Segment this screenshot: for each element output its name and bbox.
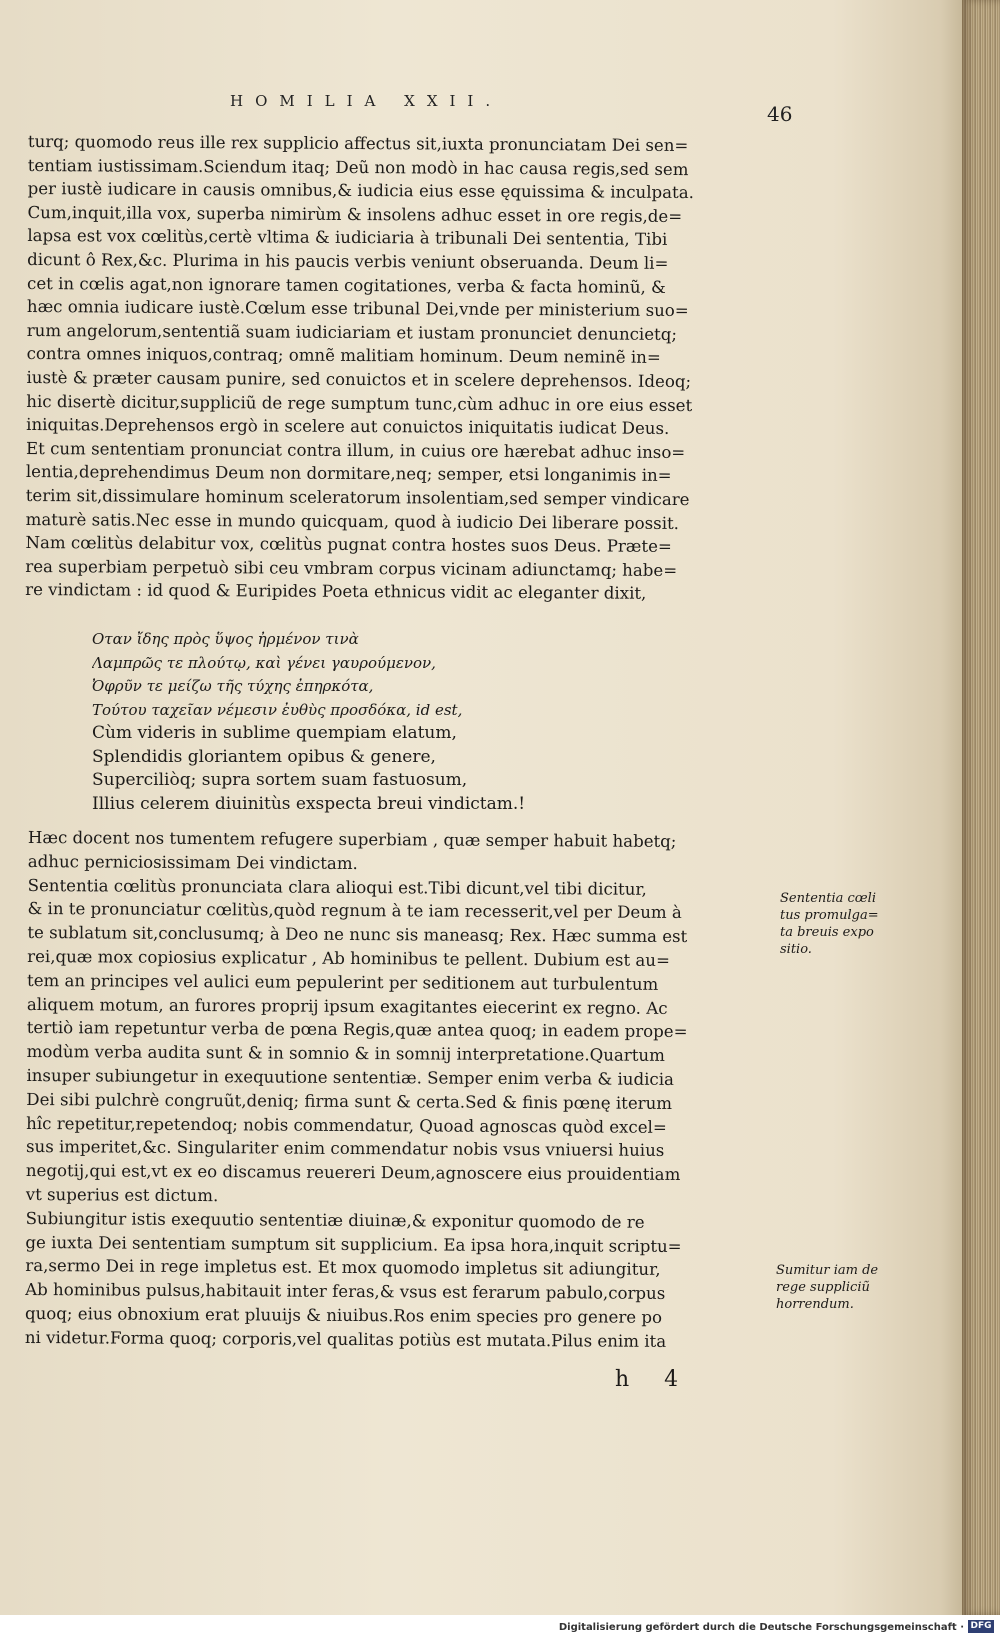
text-line: tertiò iam repetuntur verba de pœna Regis,quæ antea quoq; in eadem prope= bbox=[26, 1018, 688, 1042]
margin-note-line: Sumitur iam de bbox=[776, 1263, 879, 1278]
text-line: iustè & præter causam punire, sed conuictos et in scelere deprehensos. Ideoq; bbox=[26, 367, 692, 391]
text-line: Sententia cœlitùs pronunciata clara alioqui est.Tibi dicunt,vel tibi dicitur, bbox=[27, 875, 647, 899]
text-line: hæc omnia iudicare iustè.Cœlum esse tribunal Dei,vnde per ministerium suo= bbox=[26, 297, 689, 321]
margin-note-line: horrendum. bbox=[776, 1297, 854, 1312]
text-line: modùm verba audita sunt & in somnio & in somnij interpretatione.Quartum bbox=[26, 1042, 665, 1066]
verse-line: Splendidis gloriantem opibus & genere, bbox=[92, 746, 436, 767]
text-line: hic disertè dicitur,suppliciũ de rege sumptum tunc,cùm adhuc in ore eius esset bbox=[26, 391, 693, 415]
text-line: iniquitas.Deprehensos ergò in scelere aut conuictos iniquitatis iudicat Deus. bbox=[26, 415, 670, 439]
verse-line: Superciliòq; supra sortem suam fastuosum, bbox=[92, 770, 468, 791]
text-line: Subiungitur istis exequutio sententiæ diuinæ,& exponitur quomodo de re bbox=[25, 1208, 645, 1232]
text-line: per iustè iudicare in causis omnibus,& iudicia eius esse ęquissima & inculpata. bbox=[27, 179, 694, 203]
latin-verse bbox=[92, 722, 525, 816]
text-line: maturè satis.Nec esse in mundo quicquam, quod à iudicio Dei liberare possit. bbox=[25, 509, 680, 533]
text-line: ge iuxta Dei sententiam sumptum sit supplicium. Ea ipsa hora,inquit scriptu= bbox=[25, 1232, 682, 1256]
margin-note-line: rege suppliciũ bbox=[776, 1280, 870, 1295]
greek-verse bbox=[92, 628, 462, 722]
page-number: 46 bbox=[767, 102, 793, 126]
main-text-part-1 bbox=[25, 130, 778, 606]
text-line: Hæc docent nos tumentem refugere superbiam , quæ semper habuit habetq; bbox=[27, 827, 677, 851]
text-line: aliquem motum, an furores proprij ipsum exagitantes eiecerint ex regno. Ac bbox=[26, 994, 668, 1018]
running-head: HOMILIA XXII. bbox=[230, 92, 503, 110]
text-line: Et cum sententiam pronunciat contra illum, in cuius ore hærebat adhuc inso= bbox=[25, 438, 686, 462]
verse-line: Ὀφρῦν τε μείζω τῆς τύχης ἐπηρκότα, bbox=[92, 677, 374, 696]
text-line: quoq; eius obnoxium erat pluuijs & niuibus.Ros enim species pro genere po bbox=[24, 1303, 663, 1327]
text-line: tem an principes vel aulici eum pepulerint per seditionem aut turbulentum bbox=[26, 970, 659, 994]
verse-line: Οταν ἴδης πρὸς ὕψος ἠρμένον τινὰ bbox=[92, 630, 359, 648]
verse-line: Τούτου ταχεῖαν νέμεσιν ἐυθὺς προσδόκα, id est, bbox=[92, 700, 463, 719]
text-line: ni videtur.Forma quoq; corporis,vel qualitas potiùs est mutata.Pilus enim ita bbox=[24, 1327, 667, 1351]
text-line: lentia,deprehendimus Deum non dormitare,neq; semper, etsi longanimis in= bbox=[25, 462, 672, 486]
text-line: te sublatum sit,conclusumq; à Deo ne nunc sis maneasq; Rex. Hæc summa est bbox=[27, 923, 688, 947]
text-line: Cum,inquit,illa vox, superba nimirùm & insolens adhuc esset in ore regis,de= bbox=[27, 202, 683, 226]
text-line: contra omnes iniquos,contraq; omnẽ malitiam hominum. Deum neminẽ in= bbox=[26, 344, 661, 368]
text-line: re vindictam : id quod & Euripides Poeta ethnicus vidit ac eleganter dixit, bbox=[25, 580, 647, 604]
text-line: & in te pronunciatur cœlitùs,quòd regnum à te iam recesserit,vel per Deum à bbox=[27, 899, 682, 923]
page-edges bbox=[962, 0, 1000, 1615]
text-line: cet in cœlis agat,non ignorare tamen cogitationes, verba & facta hominũ, & bbox=[27, 273, 666, 297]
text-line: lapsa est vox cœlitùs,certè vltima & iudiciaria à tribunali Dei sententia, Tibi bbox=[27, 226, 668, 250]
text-line: Nam cœlitùs delabitur vox, cœlitùs pugnat contra hostes suos Deus. Præte= bbox=[25, 533, 672, 557]
dfg-logo: DFG bbox=[968, 1620, 994, 1633]
verse-line: Λαμπρῶς τε πλούτῳ, καὶ γένει γαυρούμενον, bbox=[92, 653, 436, 672]
text-line: negotij,qui est,vt ex eo discamus reuereri Deum,agnoscere eius prouidentiam bbox=[25, 1161, 681, 1185]
margin-note-sumitur bbox=[776, 1262, 896, 1313]
text-line: adhuc perniciosissimam Dei vindictam. bbox=[27, 851, 358, 873]
text-line: turq; quomodo reus ille rex supplicio affectus sit,iuxta pronunciatam Dei sen= bbox=[27, 131, 689, 156]
text-line: rum angelorum,sententiã suam iudiciariam et iustam pronunciet denuncietq; bbox=[26, 320, 678, 344]
text-line: terim sit,dissimulare hominum sceleratorum insolentiam,sed semper vindicare bbox=[25, 485, 690, 509]
signature-mark: h 4 bbox=[615, 1367, 693, 1392]
text-line: rei,quæ mox copiosius explicatur , Ab hominibus te pellent. Dubium est au= bbox=[27, 946, 670, 970]
text-line: insuper subiungetur in exequutione sententiæ. Semper enim verba & iudicia bbox=[26, 1065, 674, 1089]
verse-line: Illius celerem diuinitùs exspecta breui vindictam.! bbox=[92, 793, 526, 814]
text-line: sus imperitet,&c. Singulariter enim commendatur nobis vsus vniuersi huius bbox=[25, 1137, 665, 1161]
text-line: dicunt ô Rex,&c. Plurima in his paucis verbis veniunt obseruanda. Deum li= bbox=[27, 249, 669, 273]
margin-note-line: sitio. bbox=[780, 942, 812, 957]
text-line: vt superius est dictum. bbox=[25, 1184, 219, 1206]
main-text-part-2 bbox=[25, 826, 778, 1354]
text-line: rea superbiam perpetuò sibi ceu vmbram corpus vicinam adiunctamq; habe= bbox=[25, 556, 678, 580]
margin-note-line: tus promulga= bbox=[780, 908, 879, 923]
verse-line: Cùm videris in sublime quempiam elatum, bbox=[92, 723, 457, 743]
text-line: Dei sibi pulchrè congruũt,deniq; firma sunt & certa.Sed & finis pœnę iterum bbox=[26, 1089, 673, 1113]
text-line: hîc repetitur,repetendoq; nobis commendatur, Quoad agnoscas quòd excel= bbox=[26, 1113, 667, 1137]
text-line: ra,sermo Dei in rege impletus est. Et mox quomodo impletus sit adiungitur, bbox=[25, 1256, 661, 1280]
text-line: Ab hominibus pulsus,habitauit inter feras,& vsus est ferarum pabulo,corpus bbox=[25, 1280, 666, 1304]
margin-note-line: Sententia cœli bbox=[780, 891, 876, 906]
margin-note-sententia bbox=[780, 890, 900, 958]
text-line: tentiam iustissimam.Sciendum itaq; Deũ non modò in hac causa regis,sed sem bbox=[27, 155, 689, 179]
funding-credit: Digitalisierung gefördert durch die Deutsche Forschungsgemeinschaft · bbox=[558, 1622, 964, 1633]
margin-note-line: ta breuis expo bbox=[780, 925, 874, 940]
